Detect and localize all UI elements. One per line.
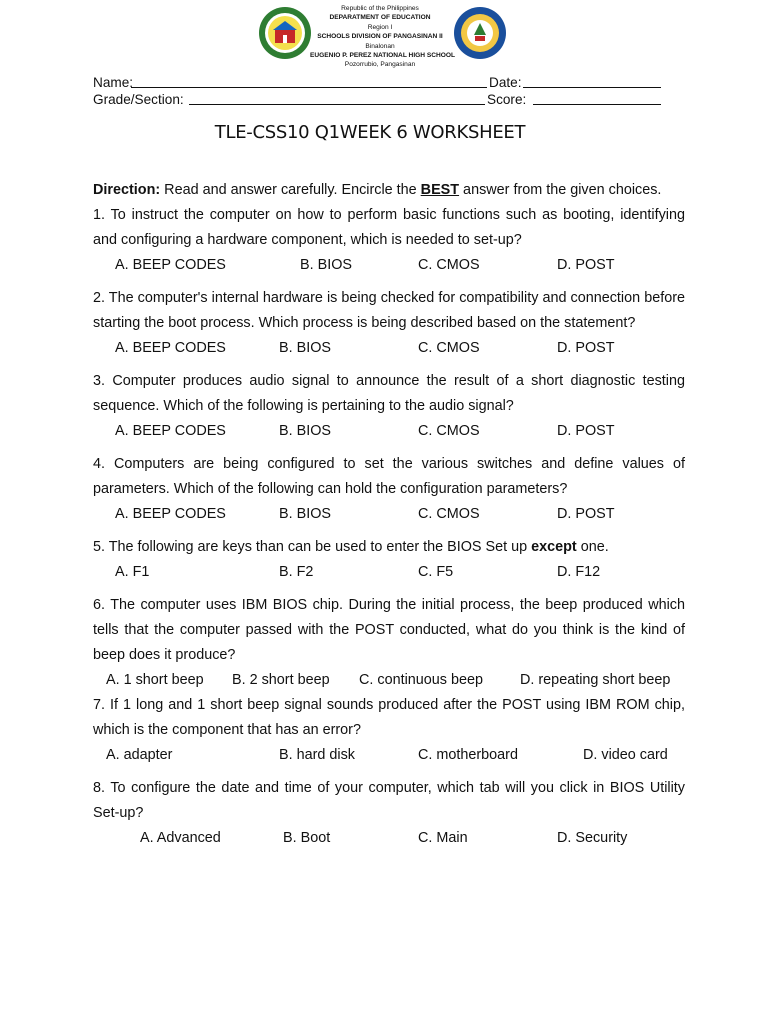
score-blank[interactable] xyxy=(533,92,661,105)
school-address: Pozorrubio, Pangasinan xyxy=(344,61,416,69)
name-blank[interactable] xyxy=(131,75,487,88)
choice-c[interactable]: C. CMOS xyxy=(418,340,480,356)
school-seal-icon xyxy=(258,6,312,60)
choice-c[interactable]: C. Main xyxy=(418,830,468,846)
choice-a[interactable]: A. 1 short beep xyxy=(106,672,204,688)
choice-d[interactable]: D. F12 xyxy=(557,564,601,580)
choice-b[interactable]: B. Boot xyxy=(283,830,331,846)
question-text-start: 5. The following are keys than can be used to enter the BIOS Set up xyxy=(93,539,532,555)
choice-c[interactable]: C. continuous beep xyxy=(359,672,484,688)
choice-d[interactable]: D. POST xyxy=(557,506,615,522)
choice-a[interactable]: A. adapter xyxy=(106,747,173,763)
choice-d[interactable]: D. Security xyxy=(557,830,628,846)
choice-b[interactable]: B. BIOS xyxy=(279,423,331,439)
direction-text-end: answer from the given choices. xyxy=(459,182,662,198)
question-text-end: one. xyxy=(576,539,609,555)
choice-d[interactable]: D. video card xyxy=(583,747,668,763)
question-5 xyxy=(93,535,685,585)
choice-a[interactable]: A. F1 xyxy=(115,564,150,580)
choice-d[interactable]: D. repeating short beep xyxy=(520,672,671,688)
name-label: Name: xyxy=(93,75,134,90)
choice-b[interactable]: B. BIOS xyxy=(279,506,331,522)
question-3 xyxy=(93,369,685,444)
choice-d[interactable]: D. POST xyxy=(557,257,615,273)
choice-d[interactable]: D. POST xyxy=(557,340,615,356)
question-4 xyxy=(93,452,685,527)
question-text: 4. Computers are being configured to set the various switches and define values of parameters. Which of the following can hold the configuration parameters? xyxy=(93,456,685,497)
choice-c[interactable]: C. F5 xyxy=(418,564,454,580)
choice-c[interactable]: C. motherboard xyxy=(418,747,518,763)
question-text: 7. If 1 long and 1 short beep signal sounds produced after the POST using IBM ROM chip, which is the component that has an error? xyxy=(93,697,685,738)
question-6 xyxy=(93,593,685,693)
question-text xyxy=(93,535,685,560)
direction-text: Read and answer carefully. Encircle the xyxy=(160,182,421,198)
division-seal-icon xyxy=(453,6,507,60)
grade-section-blank[interactable] xyxy=(189,92,485,105)
question-1 xyxy=(93,203,685,278)
worksheet-body xyxy=(93,178,685,851)
direction-label: Direction: xyxy=(93,182,161,198)
question-text: 3. Computer produces audio signal to announce the result of a short diagnostic testing sequence. Which of the following is pertaining to the audio signal? xyxy=(93,373,685,414)
choice-c[interactable]: C. CMOS xyxy=(418,423,480,439)
region-line: Region I xyxy=(367,23,393,31)
direction xyxy=(93,178,685,203)
choice-b[interactable]: B. BIOS xyxy=(279,340,331,356)
date-label: Date: xyxy=(489,75,522,90)
choice-b[interactable]: B. hard disk xyxy=(279,747,355,763)
choice-b[interactable]: B. F2 xyxy=(279,564,314,580)
choice-a[interactable]: A. BEEP CODES xyxy=(115,423,226,439)
question-2 xyxy=(93,286,685,361)
choice-d[interactable]: D. POST xyxy=(557,423,615,439)
school-name: EUGENIO P. PEREZ NATIONAL HIGH SCHOOL xyxy=(310,52,456,60)
choice-c[interactable]: C. CMOS xyxy=(418,257,480,273)
question-emphasis: except xyxy=(531,539,577,555)
letterhead xyxy=(0,4,768,69)
direction-emphasis: BEST xyxy=(420,182,460,198)
division-line: SCHOOLS DIVISION OF PANGASINAN II xyxy=(317,33,443,41)
choice-a[interactable]: A. BEEP CODES xyxy=(115,257,226,273)
choice-b[interactable]: B. BIOS xyxy=(300,257,352,273)
question-7 xyxy=(93,693,685,768)
choice-c[interactable]: C. CMOS xyxy=(418,506,480,522)
choice-b[interactable]: B. 2 short beep xyxy=(232,672,330,688)
school-info xyxy=(310,4,456,70)
town-line: Binalonan xyxy=(365,42,395,50)
question-8 xyxy=(93,776,685,851)
choice-a[interactable]: A. BEEP CODES xyxy=(115,506,226,522)
question-text: 2. The computer's internal hardware is being checked for compatibility and connection before starting the boot process. Which process is being described based on the statement? xyxy=(93,290,685,331)
choice-a[interactable]: A. BEEP CODES xyxy=(115,340,226,356)
republic-line: Republic of the Philippines xyxy=(341,5,419,12)
question-text: 6. The computer uses IBM BIOS chip. During the initial process, the beep produced which tells that the computer passed with the POST conducted, what do you think is the kind of beep does it produce? xyxy=(93,597,685,663)
score-label: Score: xyxy=(487,92,527,107)
choice-a[interactable]: A. Advanced xyxy=(140,830,221,846)
worksheet-title: TLE-CSS10 Q1WEEK 6 WORKSHEET xyxy=(214,122,526,143)
date-blank[interactable] xyxy=(523,75,661,88)
grade-section-label: Grade/Section: xyxy=(93,92,184,107)
student-info-fields xyxy=(93,75,668,109)
department-line: DEPARATMENT OF EDUCATION xyxy=(329,14,431,22)
question-text: 1. To instruct the computer on how to perform basic functions such as booting, identifying and configuring a hardware component, which is needed to set-up? xyxy=(93,207,685,248)
question-text: 8. To configure the date and time of your computer, which tab will you click in BIOS Utility Set-up? xyxy=(93,780,685,821)
